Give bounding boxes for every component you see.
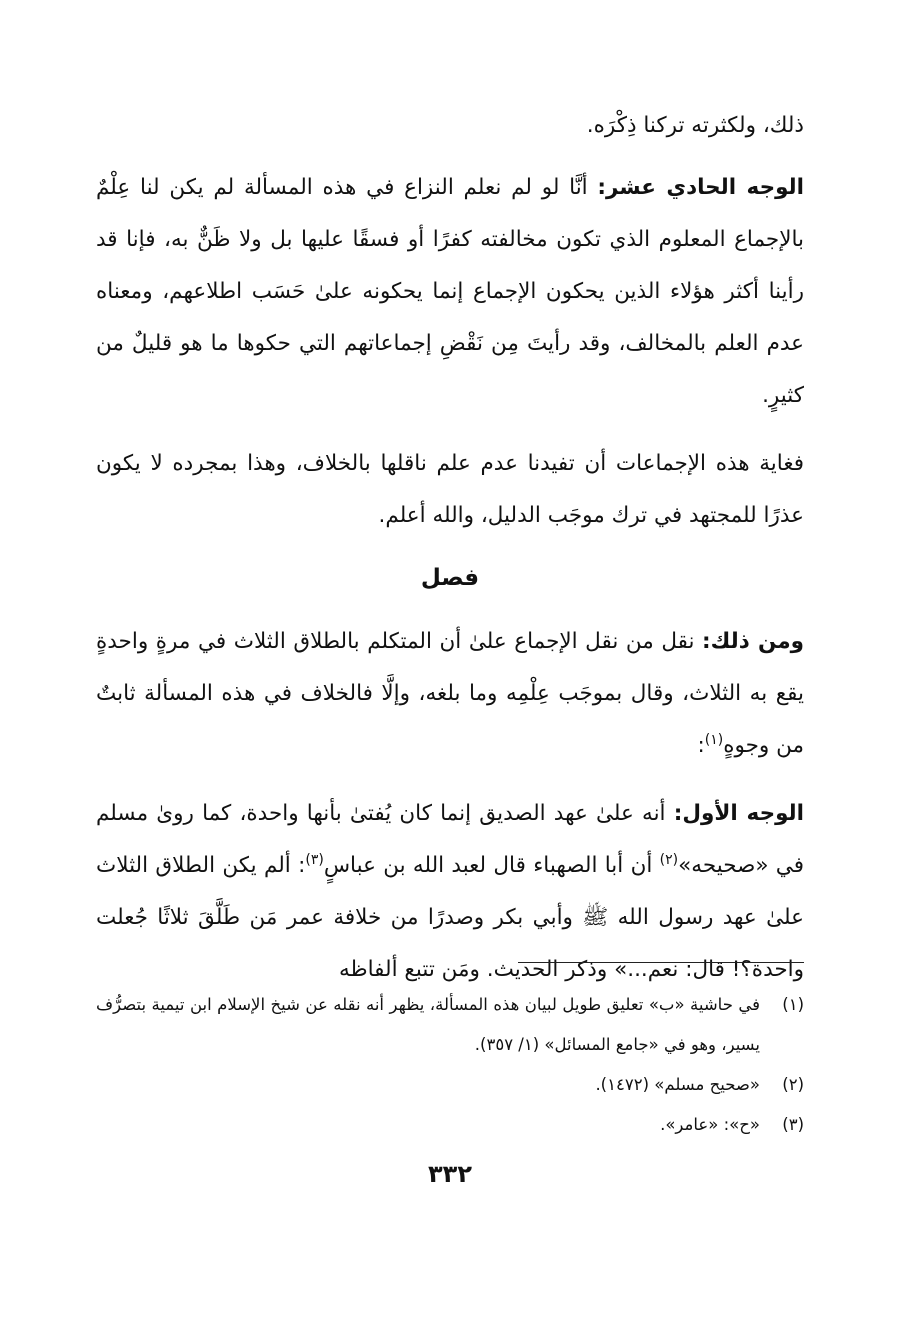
- main-text: [96, 100, 804, 1012]
- paragraph-5-lead: الوجه الأول:: [673, 801, 804, 826]
- paragraph-4: [96, 616, 804, 772]
- paragraph-4-tail: :: [697, 733, 705, 758]
- paragraph-5-text-2: أن أبا الصهباء قال لعبد الله بن عباسٍ: [323, 853, 660, 878]
- paragraph-2-text: أنَّا لو لم نعلم النزاع في هذه المسألة لم يكن لنا عِلْمٌ بالإجماع المعلوم الذي تكون مخالفته كفرًا أو فسقًا عليها بل ولا ظَنٌّ به، فإنا قد رأينا أكثر هؤلاء الذين يحكون الإجماع إنما يحكونه علىٰ حَسَب اطلاعهم، ومعناه عدم العلم بالمخالف، وقد رأيتَ مِن نَقْضِ إجماعاتهم التي حكوها ما هو قليلٌ من كثيرٍ.: [96, 175, 804, 408]
- footnote-2: [96, 1065, 804, 1105]
- section-heading: فصل: [420, 565, 480, 591]
- footnotes: [96, 985, 804, 1145]
- footnote-ref-1: (١): [704, 731, 724, 748]
- footnote-text: في حاشية «ب» تعليق طويل لبيان هذه المسألة، يظهر أنه نقله عن شيخ الإسلام ابن تيمية بتصرُّف يسير، وهو في «جامع المسائل» (١/ ٣٥٧).: [96, 995, 760, 1054]
- paragraph-4-lead: ومن ذلك:: [702, 629, 805, 654]
- footnote-3: [96, 1105, 804, 1145]
- paragraph-5-text-3: : ألم يكن الطلاق الثلاث علىٰ عهد رسول الله ﷺ وأبي بكر وصدرًا من خلافة عمر مَن طَلَّقَ ثلاثًا جُعلت واحدة؟! قال: نعم...» وذكر الحديث. ومَن تتبع ألفاظه: [96, 853, 804, 982]
- paragraph-2: [96, 162, 804, 422]
- footnote-number: (٢): [782, 1075, 804, 1094]
- footnote-text: «صحيح مسلم» (١٤٧٢).: [595, 1075, 760, 1094]
- footnote-ref-3: (٣): [305, 851, 324, 868]
- footnote-text: «ح»: «عامر».: [660, 1115, 760, 1134]
- paragraph-1: ذلك، ولكثرته تركنا ذِكْرَه.: [586, 113, 804, 138]
- footnote-separator: [518, 962, 804, 963]
- footnote-ref-2: (٢): [659, 851, 679, 868]
- footnote-number: (١): [782, 995, 804, 1014]
- paragraph-5: [96, 788, 804, 996]
- paragraph-3: فغاية هذه الإجماعات أن تفيدنا عدم علم ناقلها بالخلاف، وهذا بمجرده لا يكون عذرًا للمجتهد في ترك موجَب الدليل، والله أعلم.: [96, 451, 804, 528]
- footnote-1: [96, 985, 804, 1065]
- paragraph-5-text-1: أنه علىٰ عهد الصديق إنما كان يُفتىٰ بأنها واحدة، كما روىٰ مسلم في «صحيحه»: [96, 801, 804, 878]
- page-number: ٣٣٢: [428, 1160, 472, 1188]
- paragraph-4-text: نقل من نقل الإجماع علىٰ أن المتكلم بالطلاق الثلاث في مرةٍ واحدةٍ يقع به الثلاث، وقال بموجَب عِلْمِه وما بلغه، وإلَّا فالخلاف في هذه المسألة ثابتٌ من وجوهٍ: [96, 629, 804, 758]
- paragraph-2-lead: الوجه الحادي عشر:: [597, 175, 804, 200]
- footnote-number: (٣): [782, 1115, 804, 1134]
